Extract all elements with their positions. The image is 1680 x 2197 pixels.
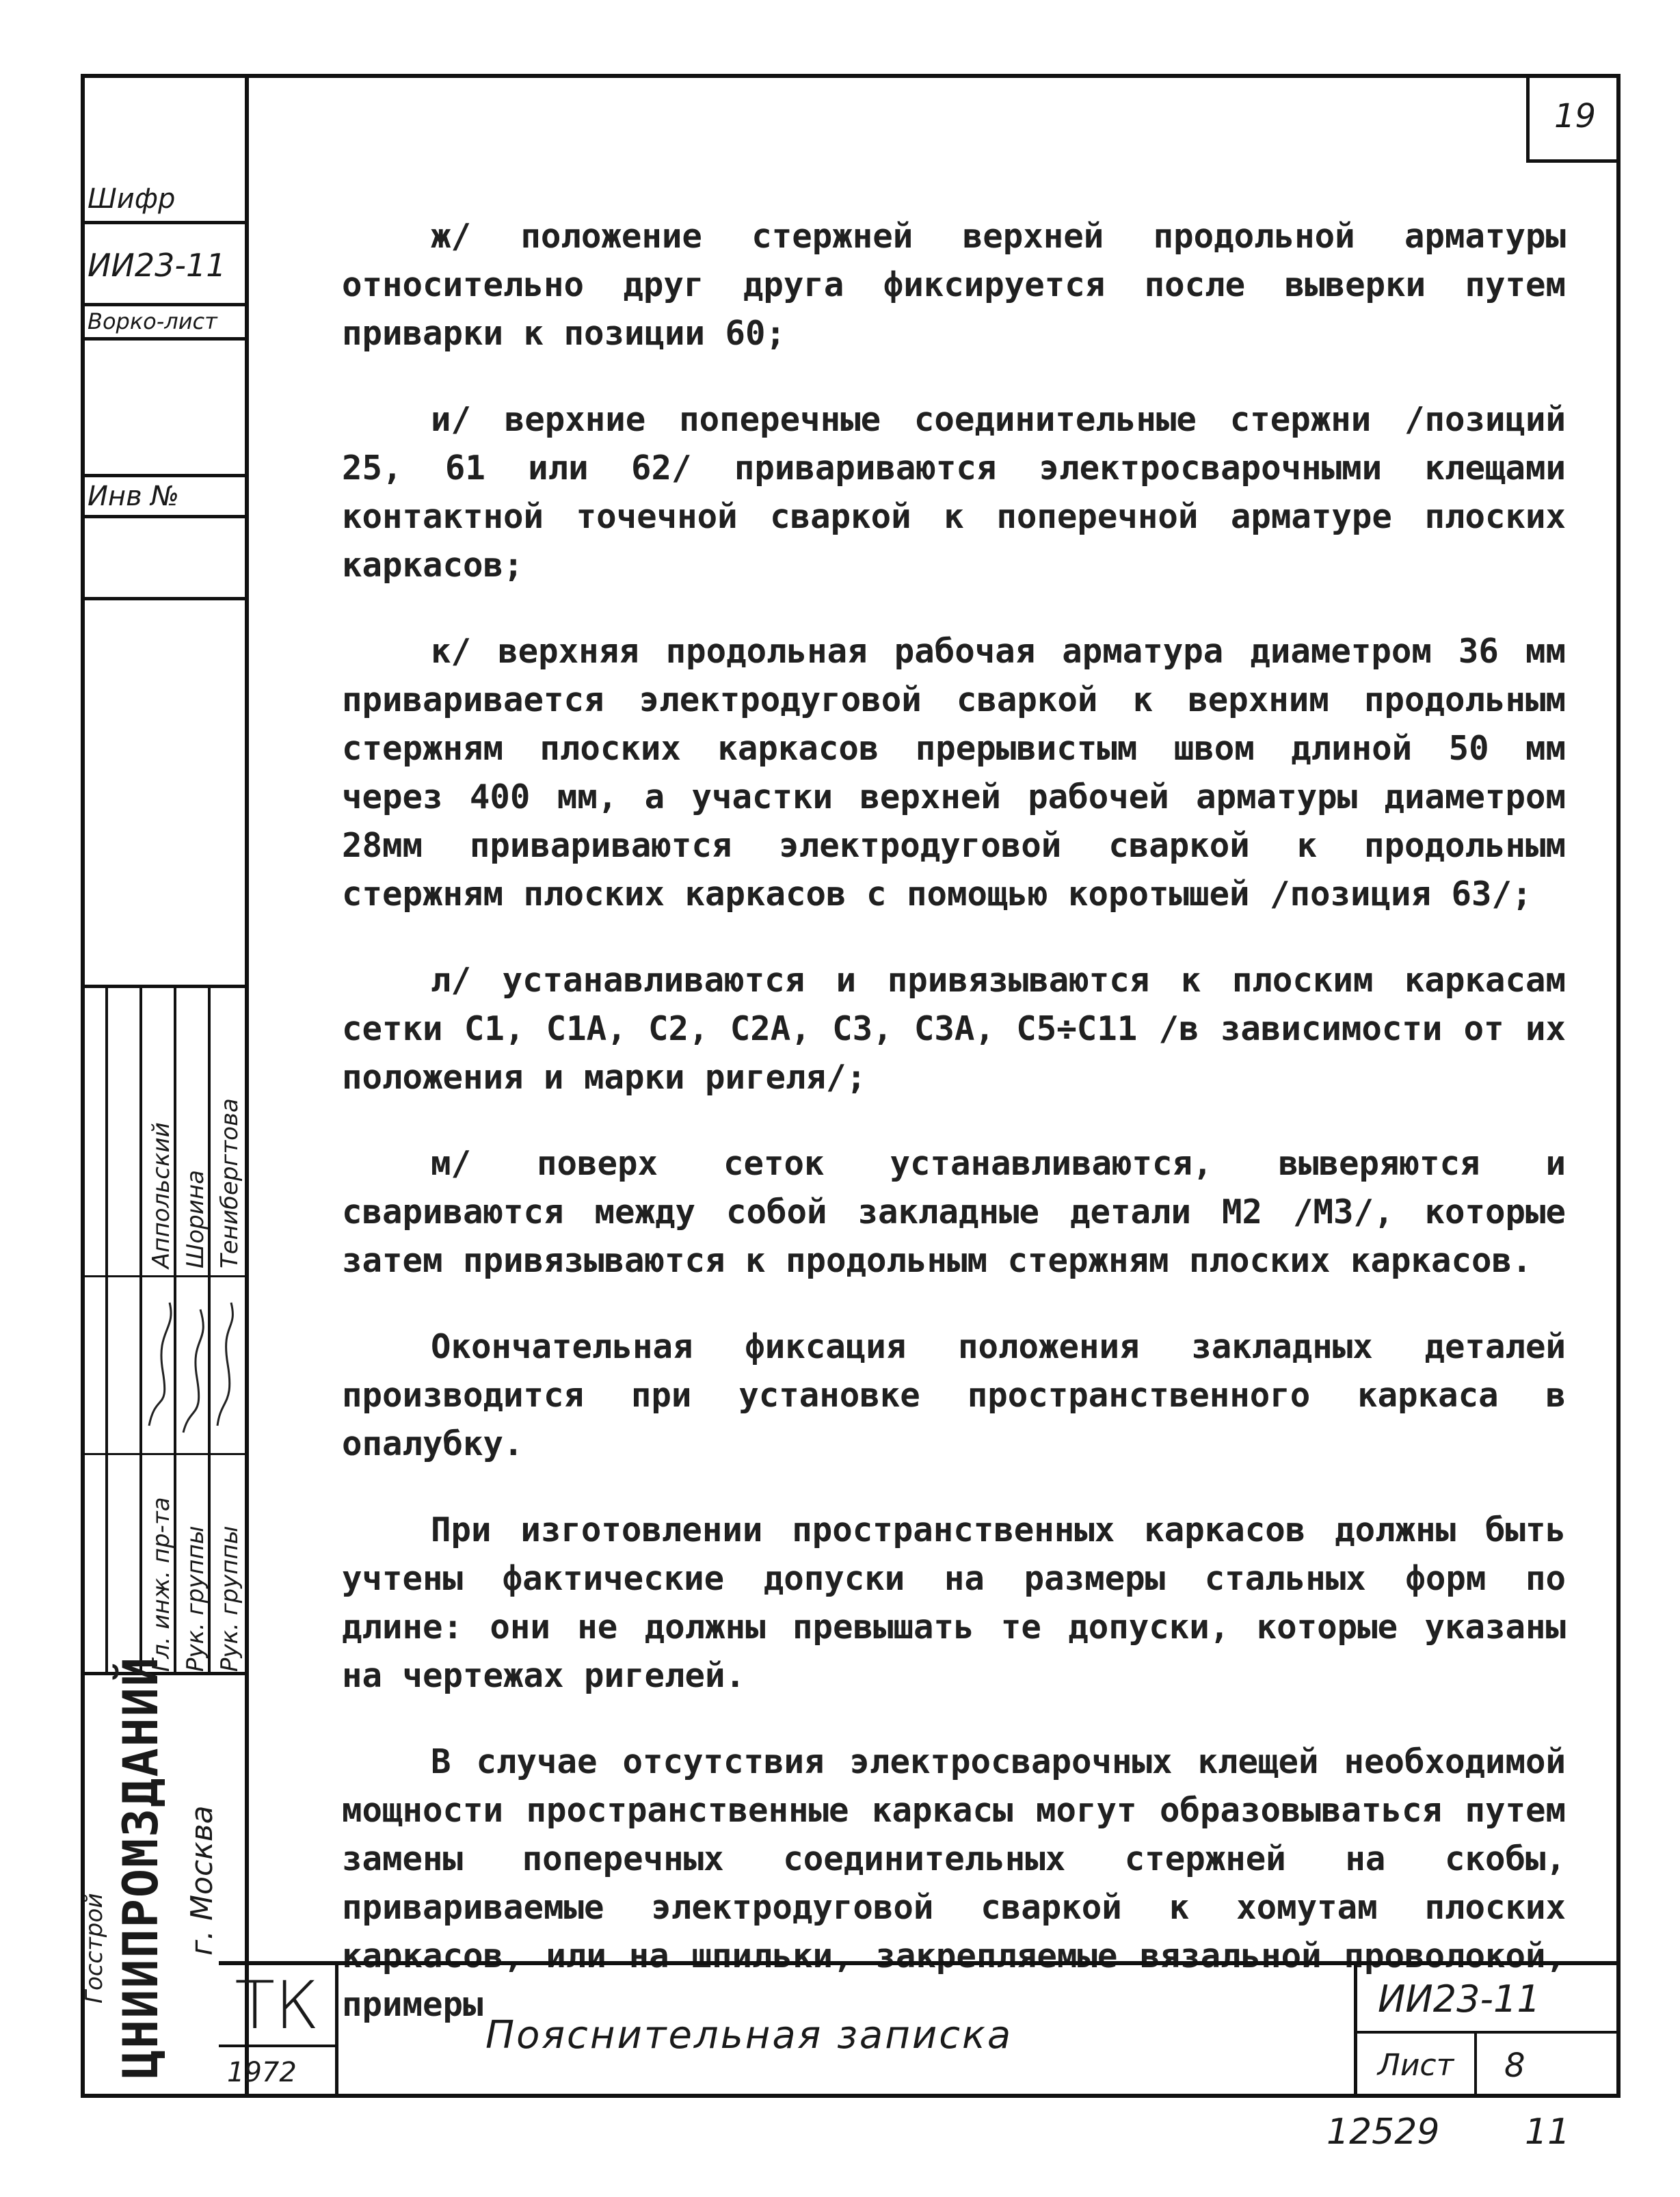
title-block-right: [1354, 1965, 1621, 2098]
paragraph: ж/ положение стержней верхней продольной арматуры относительно друг друга фиксируется после выверки путем приварки к позиции 60;: [342, 217, 1566, 353]
document-title: Пояснительная записка: [485, 2013, 1013, 2058]
paragraph: Окончательная фиксация положения закладных деталей производится при установке пространственного каркаса в опалубку.: [342, 1327, 1566, 1463]
inv-label: Инв №: [81, 477, 245, 518]
signature-row-divider: [81, 1453, 249, 1455]
paragraph: и/ верхние поперечные соединительные стержни /позиций 25, 61 или 62/ привариваются электросварочными клещами контактной точечной сваркой к поперечной арматуре плоских каркасов;: [342, 400, 1566, 585]
signature-table: [81, 985, 249, 1675]
shifr-label: Шифр: [81, 183, 245, 224]
role-3: Рук. группы: [216, 1526, 243, 1672]
sheet-label: Ворко-лист: [81, 306, 245, 341]
body-text: [342, 212, 1566, 2029]
spacer-cell: [81, 341, 245, 477]
paragraph: м/ поверх сеток устанавливаются, выверяются и свариваются между собой закладные детали М2 /М3/, которые затем привязываются к продольным стержням плоских каркасов.: [342, 1144, 1566, 1280]
document-code: ИИ23-11: [1357, 1965, 1621, 2034]
shifr-value: ИИ23-11: [81, 224, 245, 306]
role-2: Рук. группы: [182, 1526, 209, 1672]
paragraph: к/ верхняя продольная рабочая арматура диаметром 36 мм приваривается электродуговой сваркой к верхним продольным стержням плоских каркасов прерывистым швом длиной 50 мм через 400 мм, а участки верхней рабочей арматуры диаметром 28мм привариваются электродуговой сваркой к продольным стержням плоских каркасов с помощью коротышей /позиция 63/;: [342, 632, 1566, 914]
name-3: Тенибергтова: [216, 1098, 243, 1268]
paragraph: В случае отсутствия электросварочных клещей необходимой мощности пространственные каркасы могут образовываться путем замены поперечных соединительных стержней на скобы, привариваемые электродуговой сваркой к хомутам плоских каркасов, или на шпильки, закрепляемые вязальной проволокой, примеры: [342, 1742, 1566, 2024]
signature-row-divider: [81, 1275, 249, 1277]
year: 1972: [219, 2047, 338, 2098]
org-name: ЦНИИПРОМЗДАНИЙ: [113, 1655, 169, 2079]
series-mark: ТК: [219, 1965, 338, 2047]
paragraph: При изготовлении пространственных каркасов должны быть учтены фактические допуски на размеры стальных форм по длине: они не должны превышать те допуски, которые указаны на чертежах ригелей.: [342, 1510, 1566, 1695]
role-1: Гл. инж. пр-та: [148, 1497, 175, 1672]
paragraph: л/ устанавливаются и привязываются к плоским каркасам сетки С1, С1А, С2, С2А, С3, С3А, С5÷С11 /в зависимости от их положения и марки ригеля/;: [342, 961, 1566, 1097]
sheet-label: Лист: [1357, 2034, 1477, 2098]
signature-col-2: [108, 988, 142, 1672]
archive-number: 12529: [1326, 2112, 1440, 2153]
sheet-number: 8: [1504, 2047, 1525, 2085]
org-city: г. Москва: [185, 1805, 219, 1956]
signatures: [142, 1289, 245, 1446]
name-1: Аппольский: [148, 1122, 175, 1268]
name-2: Шорина: [182, 1170, 209, 1268]
org-header: Госстрой: [81, 1893, 108, 2003]
title-block: [219, 1961, 1621, 2098]
inv-value-cell: [81, 518, 245, 600]
signature-col-1: [81, 988, 108, 1672]
page-mark: 11: [1525, 2112, 1571, 2153]
page-number: 19: [1526, 74, 1621, 163]
